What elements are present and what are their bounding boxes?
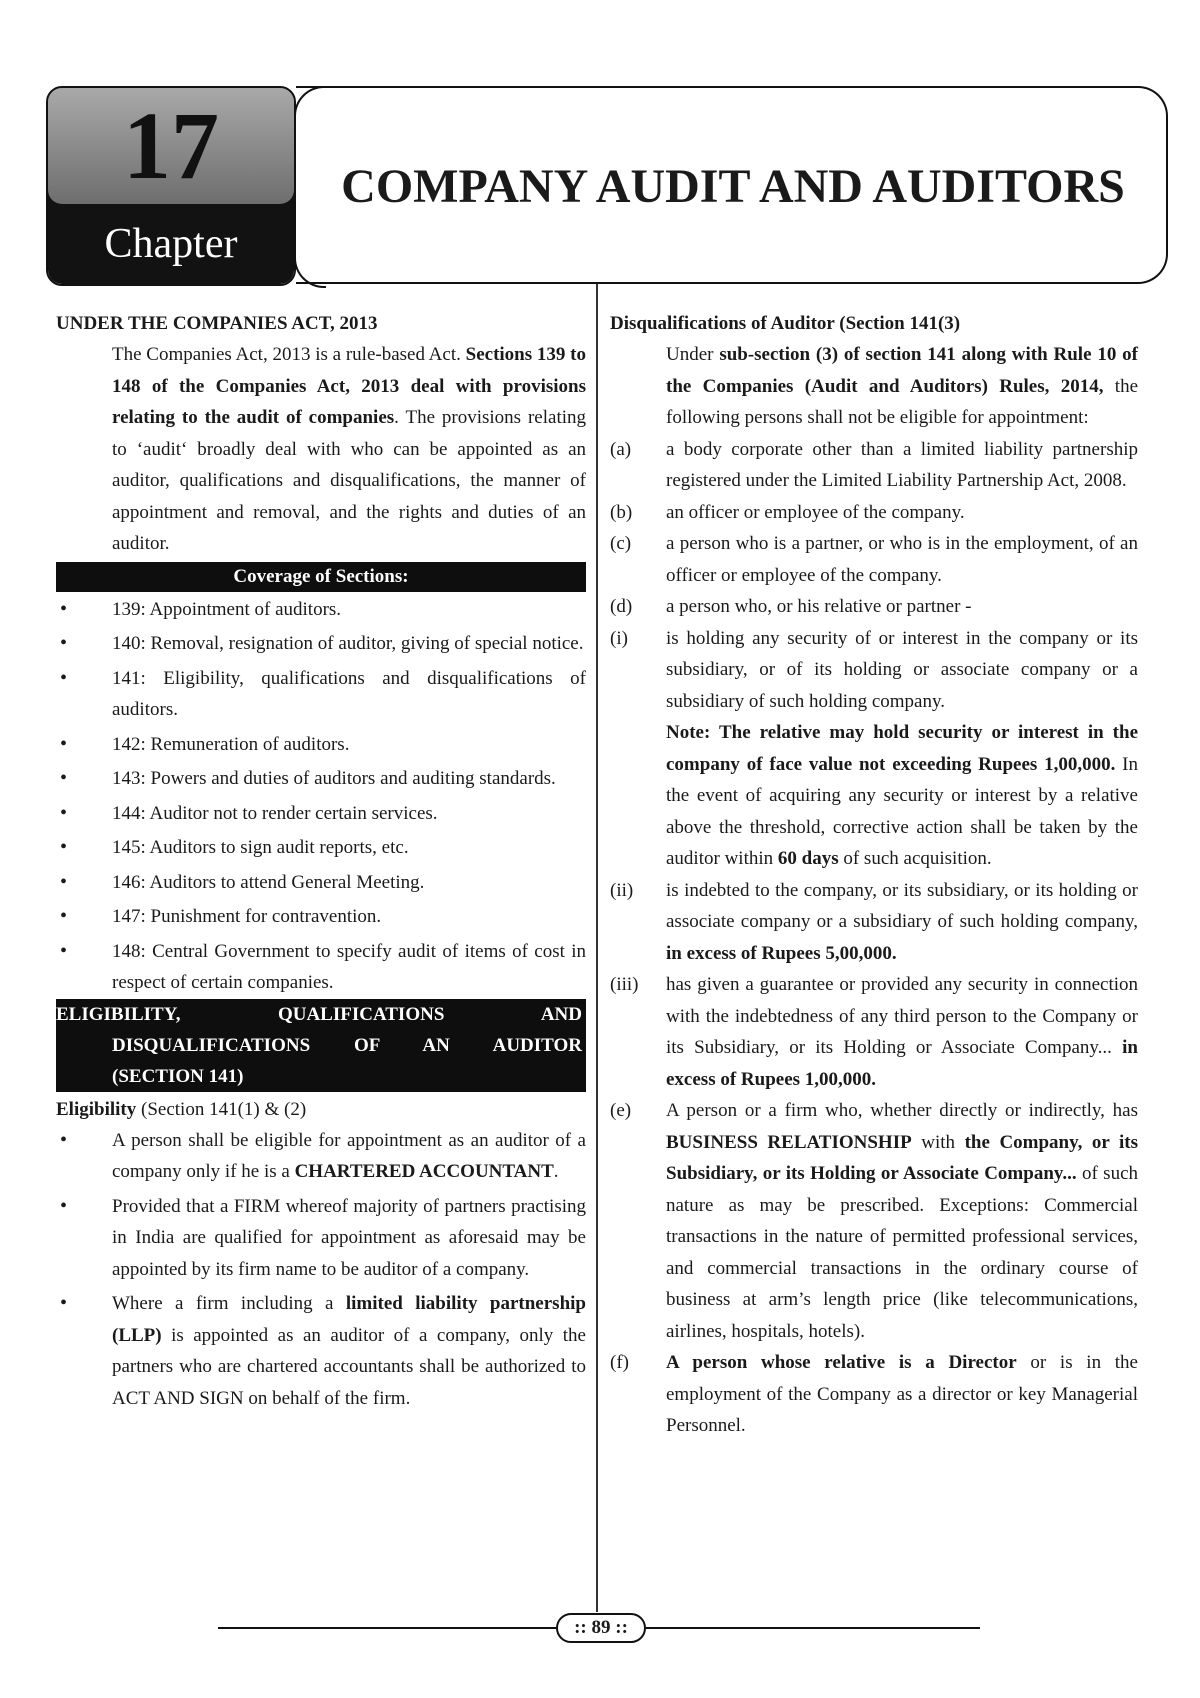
item-text: or is in the employment of the Company as a director or key Managerial Personnel. xyxy=(666,1352,1138,1436)
note-bold: The relative may hold security or interest in the company of face value not exceeding Rupees 1,00,000. xyxy=(666,722,1139,775)
item-label: (iii) xyxy=(610,974,639,995)
right-column xyxy=(610,308,1138,1442)
list-item xyxy=(610,1095,1138,1347)
bullet-text-end: is appointed as an auditor of a company, only the partners who are chartered accountants shall be authorized to ACT AND SIGN on behalf of the firm. xyxy=(112,1324,586,1409)
page-number: :: 89 :: xyxy=(556,1613,646,1643)
item-text: is indebted to the company, or its subsidiary, or its holding or associate company or a subsidiary of such holding company, xyxy=(666,879,1138,932)
list-item: • Provided that a FIRM whereof majority of partners practising in India are qualified for appointment as aforesaid may be appointed by its firm name to be auditor of a company. xyxy=(56,1191,586,1286)
list-item xyxy=(56,1288,586,1414)
left-column xyxy=(56,308,586,1417)
eligibility-heading-bold: Eligibility xyxy=(56,1098,137,1120)
item-label: (c) xyxy=(610,533,632,554)
list-item xyxy=(610,434,1138,497)
section-heading-companies-act: UNDER THE COMPANIES ACT, 2013 xyxy=(56,313,378,334)
item-text: a body corporate other than a limited liability partnership registered under the Limited Liability Partnership Act, 2008. xyxy=(666,438,1138,491)
item-text: with xyxy=(911,1131,965,1153)
list-item xyxy=(610,528,1138,591)
list-item xyxy=(610,969,1138,1095)
eligibility-band-line-3: (SECTION 141) xyxy=(112,1065,244,1087)
coverage-heading: Coverage of Sections: xyxy=(56,562,586,592)
intro-text-2: the following persons shall not be eligible for appointment: xyxy=(666,375,1139,428)
item-label: (a) xyxy=(610,438,632,460)
item-bold: the Company, or its Subsidiary, or its Holding or Associate Company... xyxy=(666,1131,1138,1184)
intro-text-bold: Sections 139 to 148 of the Companies Act, 2013 deal with provisions relating to the audit of companies xyxy=(112,344,586,428)
note-text: In the event of acquiring any security or interest by a relative above the threshold, corrective action shall be taken by the auditor within xyxy=(666,753,1138,869)
intro-paragraph xyxy=(56,339,586,560)
item-text: of such nature as may be prescribed. Exceptions: Commercial transactions in the nature of permitted professional services, and commercial transactions in the ordinary course of business at arm’s length price (like telecommunications, airlines, hospitals, hotels). xyxy=(666,1163,1139,1342)
note-text-end: of such acquisition. xyxy=(838,848,992,869)
bullet-bold: CHARTERED ACCOUNTANT xyxy=(294,1161,554,1182)
item-bold: in excess of Rupees 5,00,000. xyxy=(666,942,897,964)
list-item: • 146: Auditors to attend General Meeting. xyxy=(56,867,586,899)
list-item xyxy=(610,591,1138,623)
bullet-text-end: . xyxy=(553,1161,559,1182)
list-item xyxy=(610,1347,1138,1442)
item-bold: A person whose relative is a Director xyxy=(666,1352,1017,1373)
bullet-bold: limited liability partnership (LLP) xyxy=(112,1293,586,1346)
intro-text-bold: sub-section (3) of section 141 along with Rule 10 of the Companies (Audit and Auditors) Rules, 2014, xyxy=(666,344,1138,397)
list-item xyxy=(56,1125,586,1188)
eligibility-band-line-1: ELIGIBILITY, QUALIFICATIONS AND xyxy=(56,1003,582,1025)
list-item: • 141: Eligibility, qualifications and disqualifications of auditors. xyxy=(56,663,586,726)
item-text: a person who, or his relative or partner - xyxy=(666,596,972,617)
item-text: has given a guarantee or provided any security in connection with the indebtedness of any third person to the Company or its Subsidiary, or its Holding or Associate Company... xyxy=(666,974,1138,1058)
note-paragraph xyxy=(610,717,1138,875)
list-item xyxy=(610,497,1138,529)
chapter-number: 17 xyxy=(48,88,294,204)
note-days: 60 days xyxy=(777,848,839,869)
title-frame xyxy=(296,86,1168,284)
list-item: • 145: Auditors to sign audit reports, etc. xyxy=(56,832,586,864)
list-item: • 143: Powers and duties of auditors and auditing standards. xyxy=(56,763,586,795)
list-item: • 144: Auditor not to render certain services. xyxy=(56,798,586,830)
eligibility-band xyxy=(56,999,586,1092)
list-item: • 140: Removal, resignation of auditor, giving of special notice. xyxy=(56,628,586,660)
item-bold: in excess of Rupees 1,00,000. xyxy=(666,1037,1138,1090)
footer-rule-right xyxy=(646,1627,980,1629)
chapter-label: Chapter xyxy=(48,88,294,284)
bullet-text: A person shall be eligible for appointment as an auditor of a company only if he is a xyxy=(112,1129,586,1182)
list-item xyxy=(610,875,1138,970)
item-text: is holding any security of or interest in the company or its subsidiary, or of its holding or associate company or a subsidiary of such holding company. xyxy=(666,627,1138,712)
item-text: an officer or employee of the company. xyxy=(666,501,965,523)
intro-text-2: . The provisions relating to ‘audit‘ broadly deal with who can be appointed as an auditor, qualifications and disqualifications, the manner of appointment and removal, and the rights and duties of an auditor. xyxy=(112,407,586,554)
eligibility-band-line-2: DISQUALIFICATIONS OF AN AUDITOR xyxy=(112,1034,582,1056)
item-label: (i) xyxy=(610,627,628,649)
list-item xyxy=(610,623,1138,718)
bullet-text: Where a firm including a xyxy=(112,1293,346,1314)
list-item: • 148: Central Government to specify audit of items of cost in respect of certain companies. xyxy=(56,936,586,999)
disqualifications-intro xyxy=(610,339,1138,434)
intro-text-1: Under xyxy=(666,344,720,365)
list-item: • 139: Appointment of auditors. xyxy=(56,594,586,626)
item-text: a person who is a partner, or who is in the employment, of an officer or employee of the company. xyxy=(666,533,1138,586)
item-bold: BUSINESS RELATIONSHIP xyxy=(666,1131,912,1153)
disqualifications-heading: Disqualifications of Auditor (Section 141(3) xyxy=(610,313,961,334)
list-item: • 147: Punishment for contravention. xyxy=(56,901,586,933)
item-label: (f) xyxy=(610,1352,629,1373)
intro-text-1: The Companies Act, 2013 is a rule-based Act. xyxy=(112,344,466,365)
item-label: (e) xyxy=(610,1100,632,1121)
eligibility-heading xyxy=(56,1094,586,1125)
footer-rule-left xyxy=(218,1627,556,1629)
column-divider xyxy=(596,284,598,1612)
item-label: (b) xyxy=(610,501,633,523)
page-title: COMPANY AUDIT AND AUDITORS xyxy=(341,160,1125,213)
note-label: Note: xyxy=(666,722,719,743)
chapter-badge xyxy=(46,86,296,286)
item-label: (d) xyxy=(610,596,633,617)
eligibility-heading-rest: (Section 141(1) & (2) xyxy=(136,1098,307,1120)
item-label: (ii) xyxy=(610,879,634,901)
item-text: A person or a firm who, whether directly or indirectly, has xyxy=(666,1100,1138,1121)
list-item: • 142: Remuneration of auditors. xyxy=(56,729,586,761)
